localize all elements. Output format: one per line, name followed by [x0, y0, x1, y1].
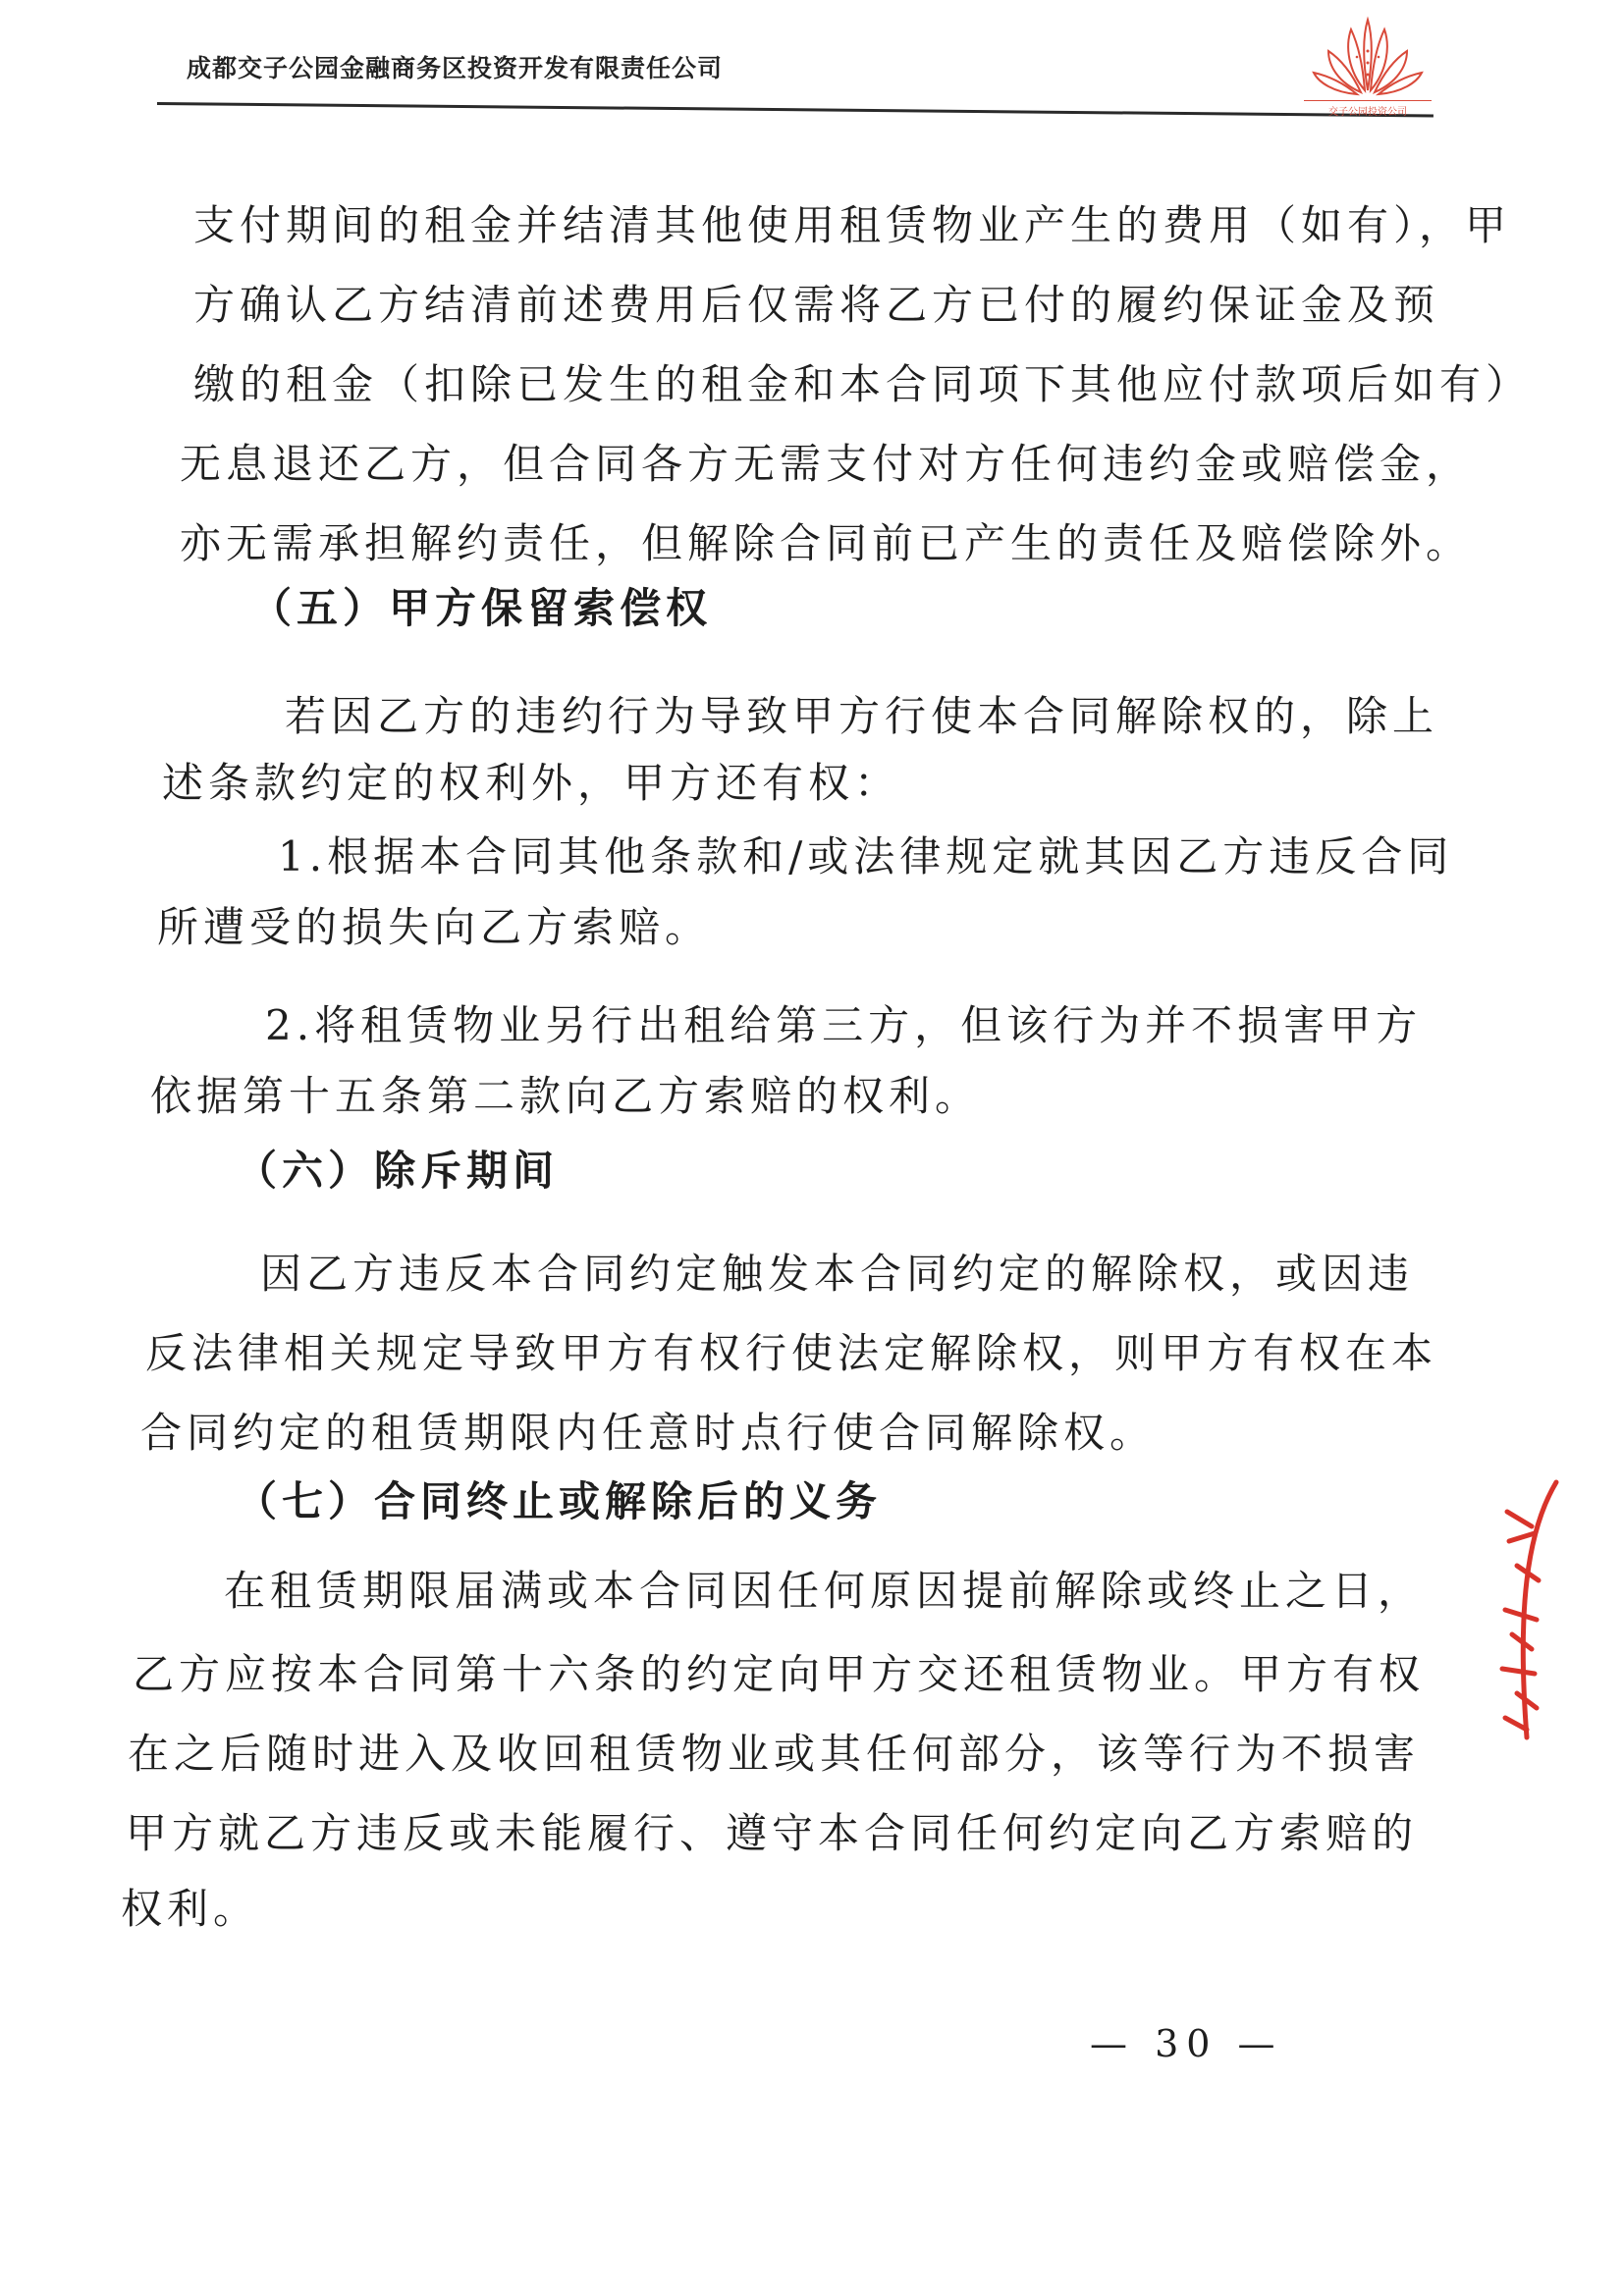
body-line: 在租赁期限届满或本合同因任何原因提前解除或终止之日，	[224, 1567, 1425, 1615]
logo-caption: 交子公园投资公司	[1304, 100, 1432, 118]
body-line: 1.根据本合同其他条款和/或法律规定就其因乙方违反合同	[278, 832, 1454, 881]
seal-stamp-edge-icon	[1488, 1472, 1566, 1747]
section-heading-7: （七）合同终止或解除后的义务	[236, 1477, 883, 1525]
company-logo	[1294, 12, 1441, 118]
body-line: 缴的租金（扣除已发生的租金和本合同项下其他应付款项后如有）	[193, 360, 1533, 408]
body-line: 甲方就乙方违反或未能履行、遵守本合同任何约定向乙方索赔的	[126, 1809, 1419, 1857]
section-heading-5: （五）甲方保留索偿权	[250, 584, 713, 632]
body-line: 2.将租赁物业另行出租给第三方，但该行为并不损害甲方	[265, 1001, 1423, 1049]
body-line: 反法律相关规定导致甲方有权行使法定解除权，则甲方有权在本	[145, 1329, 1438, 1377]
body-line: 无息退还乙方，但合同各方无需支付对方任何违约金或赔偿金，	[180, 440, 1473, 488]
header-company-name: 成都交子公园金融商务区投资开发有限责任公司	[187, 54, 724, 82]
body-line: 依据第十五条第二款向乙方索赔的权利。	[150, 1072, 982, 1120]
section-heading-6: （六）除斥期间	[236, 1147, 560, 1195]
body-line: 在之后随时进入及收回租赁物业或其任何部分，该等行为不损害	[128, 1730, 1421, 1778]
header-divider	[157, 102, 1434, 117]
body-line: 若因乙方的违约行为导致甲方行使本合同解除权的，除上	[285, 692, 1439, 740]
body-line: 权利。	[121, 1885, 260, 1933]
body-line: 方确认乙方结清前述费用后仅需将乙方已付的履约保证金及预	[193, 281, 1440, 329]
logo-graphic-icon	[1294, 12, 1441, 100]
body-line: 乙方应按本合同第十六条的约定向甲方交还租赁物业。甲方有权	[133, 1650, 1426, 1698]
body-line: 述条款约定的权利外，甲方还有权：	[162, 759, 901, 807]
body-line: 所遭受的损失向乙方索赔。	[157, 903, 712, 951]
page-number: — 30 —	[1090, 2022, 1283, 2065]
body-line: 亦无需承担解约责任，但解除合同前已产生的责任及赔偿除外。	[180, 519, 1473, 567]
body-line: 合同约定的租赁期限内任意时点行使合同解除权。	[140, 1409, 1157, 1457]
body-line: 支付期间的租金并结清其他使用租赁物业产生的费用（如有），甲	[193, 201, 1512, 249]
body-line: 因乙方违反本合同约定触发本合同约定的解除权，或因违	[260, 1250, 1415, 1298]
